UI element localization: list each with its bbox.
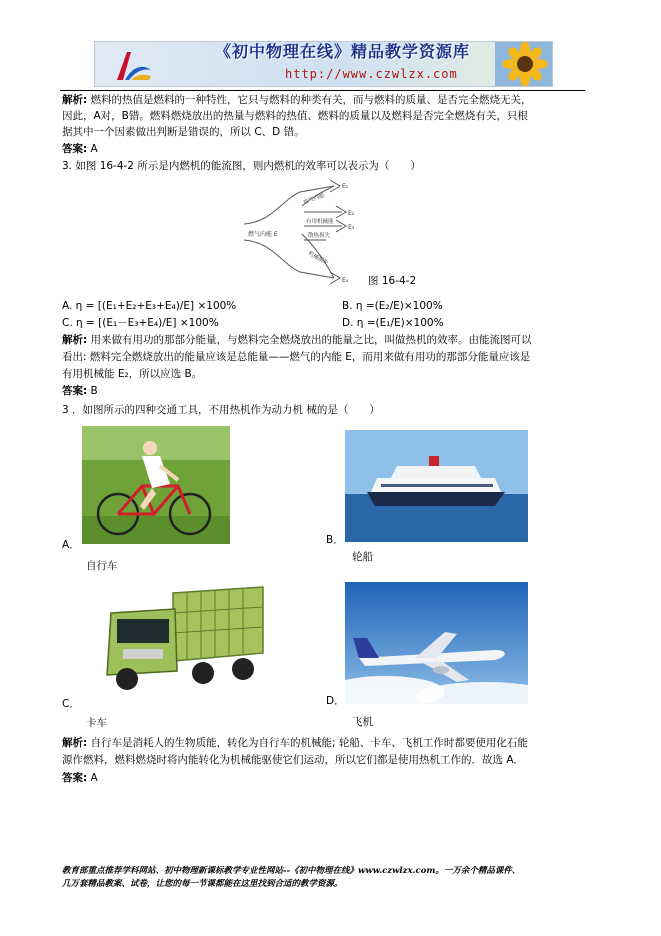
diagram-flow-3: 散热损失 — [308, 233, 331, 239]
q4-answer: 答案: A — [62, 772, 98, 784]
diagram-caption: 图 16-4-2 — [368, 275, 417, 287]
q3-analysis-line-1: 解析: 用来做有用功的那部分能量，与燃料完全燃烧放出的能量之比，叫做热机的效率。由能流图可以 — [62, 334, 532, 346]
q3-question: 3. 如图 16-4-2 所示是内燃机的能流图，则内燃机的效率可以表示为（ ） — [62, 160, 421, 172]
airplane-caption: 飞机 — [352, 716, 373, 728]
diagram-e1: E₁ — [342, 183, 349, 190]
q3-option-d: D. η =(E₁/E)×100% — [342, 317, 444, 329]
q2-analysis-line-1: 解析: 燃料的热值是燃料的一种特性，它只与燃料的种类有关，而与燃料的质量、是否完全燃烧无关， — [62, 94, 532, 106]
analysis-label: 解析: — [62, 737, 88, 749]
q4-analysis-line-1: 解析: 自行车是消耗人的生物质能，转化为自行车的机械能; 轮船、卡车、飞机工作时都要使用化石能 — [62, 737, 528, 749]
q4-question: 3 ．如图所示的四种交通工具，不用热机作为动力机 械的是（ ） — [62, 404, 380, 416]
footer-line-1: 教育部重点推荐学科网站、初中物理新课标教学专业性网站--《初中物理在线》www.czwlzx.com。一万余个精品课件、 — [62, 866, 521, 876]
q3-option-c: C. η = [(E₁－E₃+E₄)/E] ×100% — [62, 317, 219, 329]
answer-label: 答案: — [62, 385, 88, 397]
ship-image — [345, 430, 528, 542]
bicycle-caption: 自行车 — [86, 560, 118, 572]
option-b-label: B． — [326, 534, 344, 546]
header-banner — [94, 41, 553, 87]
header-rule — [60, 90, 585, 91]
diagram-flow-4: 机械损失 — [307, 250, 330, 267]
option-c-label: C． — [62, 698, 80, 710]
answer-label: 答案: — [62, 772, 88, 784]
q2-answer: 答案: A — [62, 143, 98, 155]
site-logo-icon — [113, 46, 153, 84]
ship-caption: 轮船 — [352, 551, 373, 563]
diagram-source-label: 燃气内能 E — [248, 231, 278, 238]
bicycle-image — [82, 426, 230, 544]
banner-title: 《初中物理在线》精品教学资源库 — [215, 42, 471, 61]
q3-answer: 答案: B — [62, 385, 98, 397]
q3-analysis-line-2: 看出: 燃料完全燃烧放出的能量应该是总能量——燃气的内能 E，而用来做有用功的那部分能量应该是 — [62, 351, 531, 363]
airplane-image — [345, 582, 528, 704]
diagram-e2: E₂ — [348, 210, 355, 217]
energy-flow-diagram — [242, 178, 367, 286]
q2-analysis-line-2: 因此，A对，B错。燃料燃烧放出的热量与燃料的热值、燃料的质量以及燃料是否完全燃烧有关，只根 — [62, 110, 528, 122]
q3-option-a: A. η = [(E₁+E₂+E₃+E₄)/E] ×100% — [62, 300, 237, 312]
q4-analysis-line-2: 源作燃料，燃料燃烧时将内能转化为机械能驱使它们运动，所以它们都是使用热机工作的．故选 A． — [62, 754, 525, 766]
diagram-e3: E₃ — [348, 224, 355, 231]
sunflower-icon — [495, 42, 552, 86]
q3-option-b: B. η =(E₂/E)×100% — [342, 300, 443, 312]
truck-caption: 卡车 — [86, 717, 107, 729]
option-d-label: D． — [326, 695, 345, 707]
analysis-label: 解析: — [62, 94, 88, 106]
footer-line-2: 几万套精品教案、试卷，让您的每一节课都能在这里找到合适的教学资源。 — [62, 879, 343, 889]
page-footer — [62, 865, 592, 891]
q2-analysis-line-3: 据其中一个因素做出判断是错误的，所以 C、D 错。 — [62, 126, 305, 138]
analysis-label: 解析: — [62, 334, 88, 346]
diagram-flow-1: 废气内能 — [302, 192, 326, 206]
diagram-flow-2: 有用机械能 — [306, 219, 334, 225]
diagram-e4: E₄ — [342, 277, 349, 284]
option-a-label: A． — [62, 539, 80, 551]
truck-image — [83, 583, 267, 696]
answer-label: 答案: — [62, 143, 88, 155]
banner-url[interactable]: http://www.czwlzx.com — [285, 67, 458, 81]
q3-analysis-line-3: 有用机械能 E₂，所以应选 B。 — [62, 368, 203, 380]
